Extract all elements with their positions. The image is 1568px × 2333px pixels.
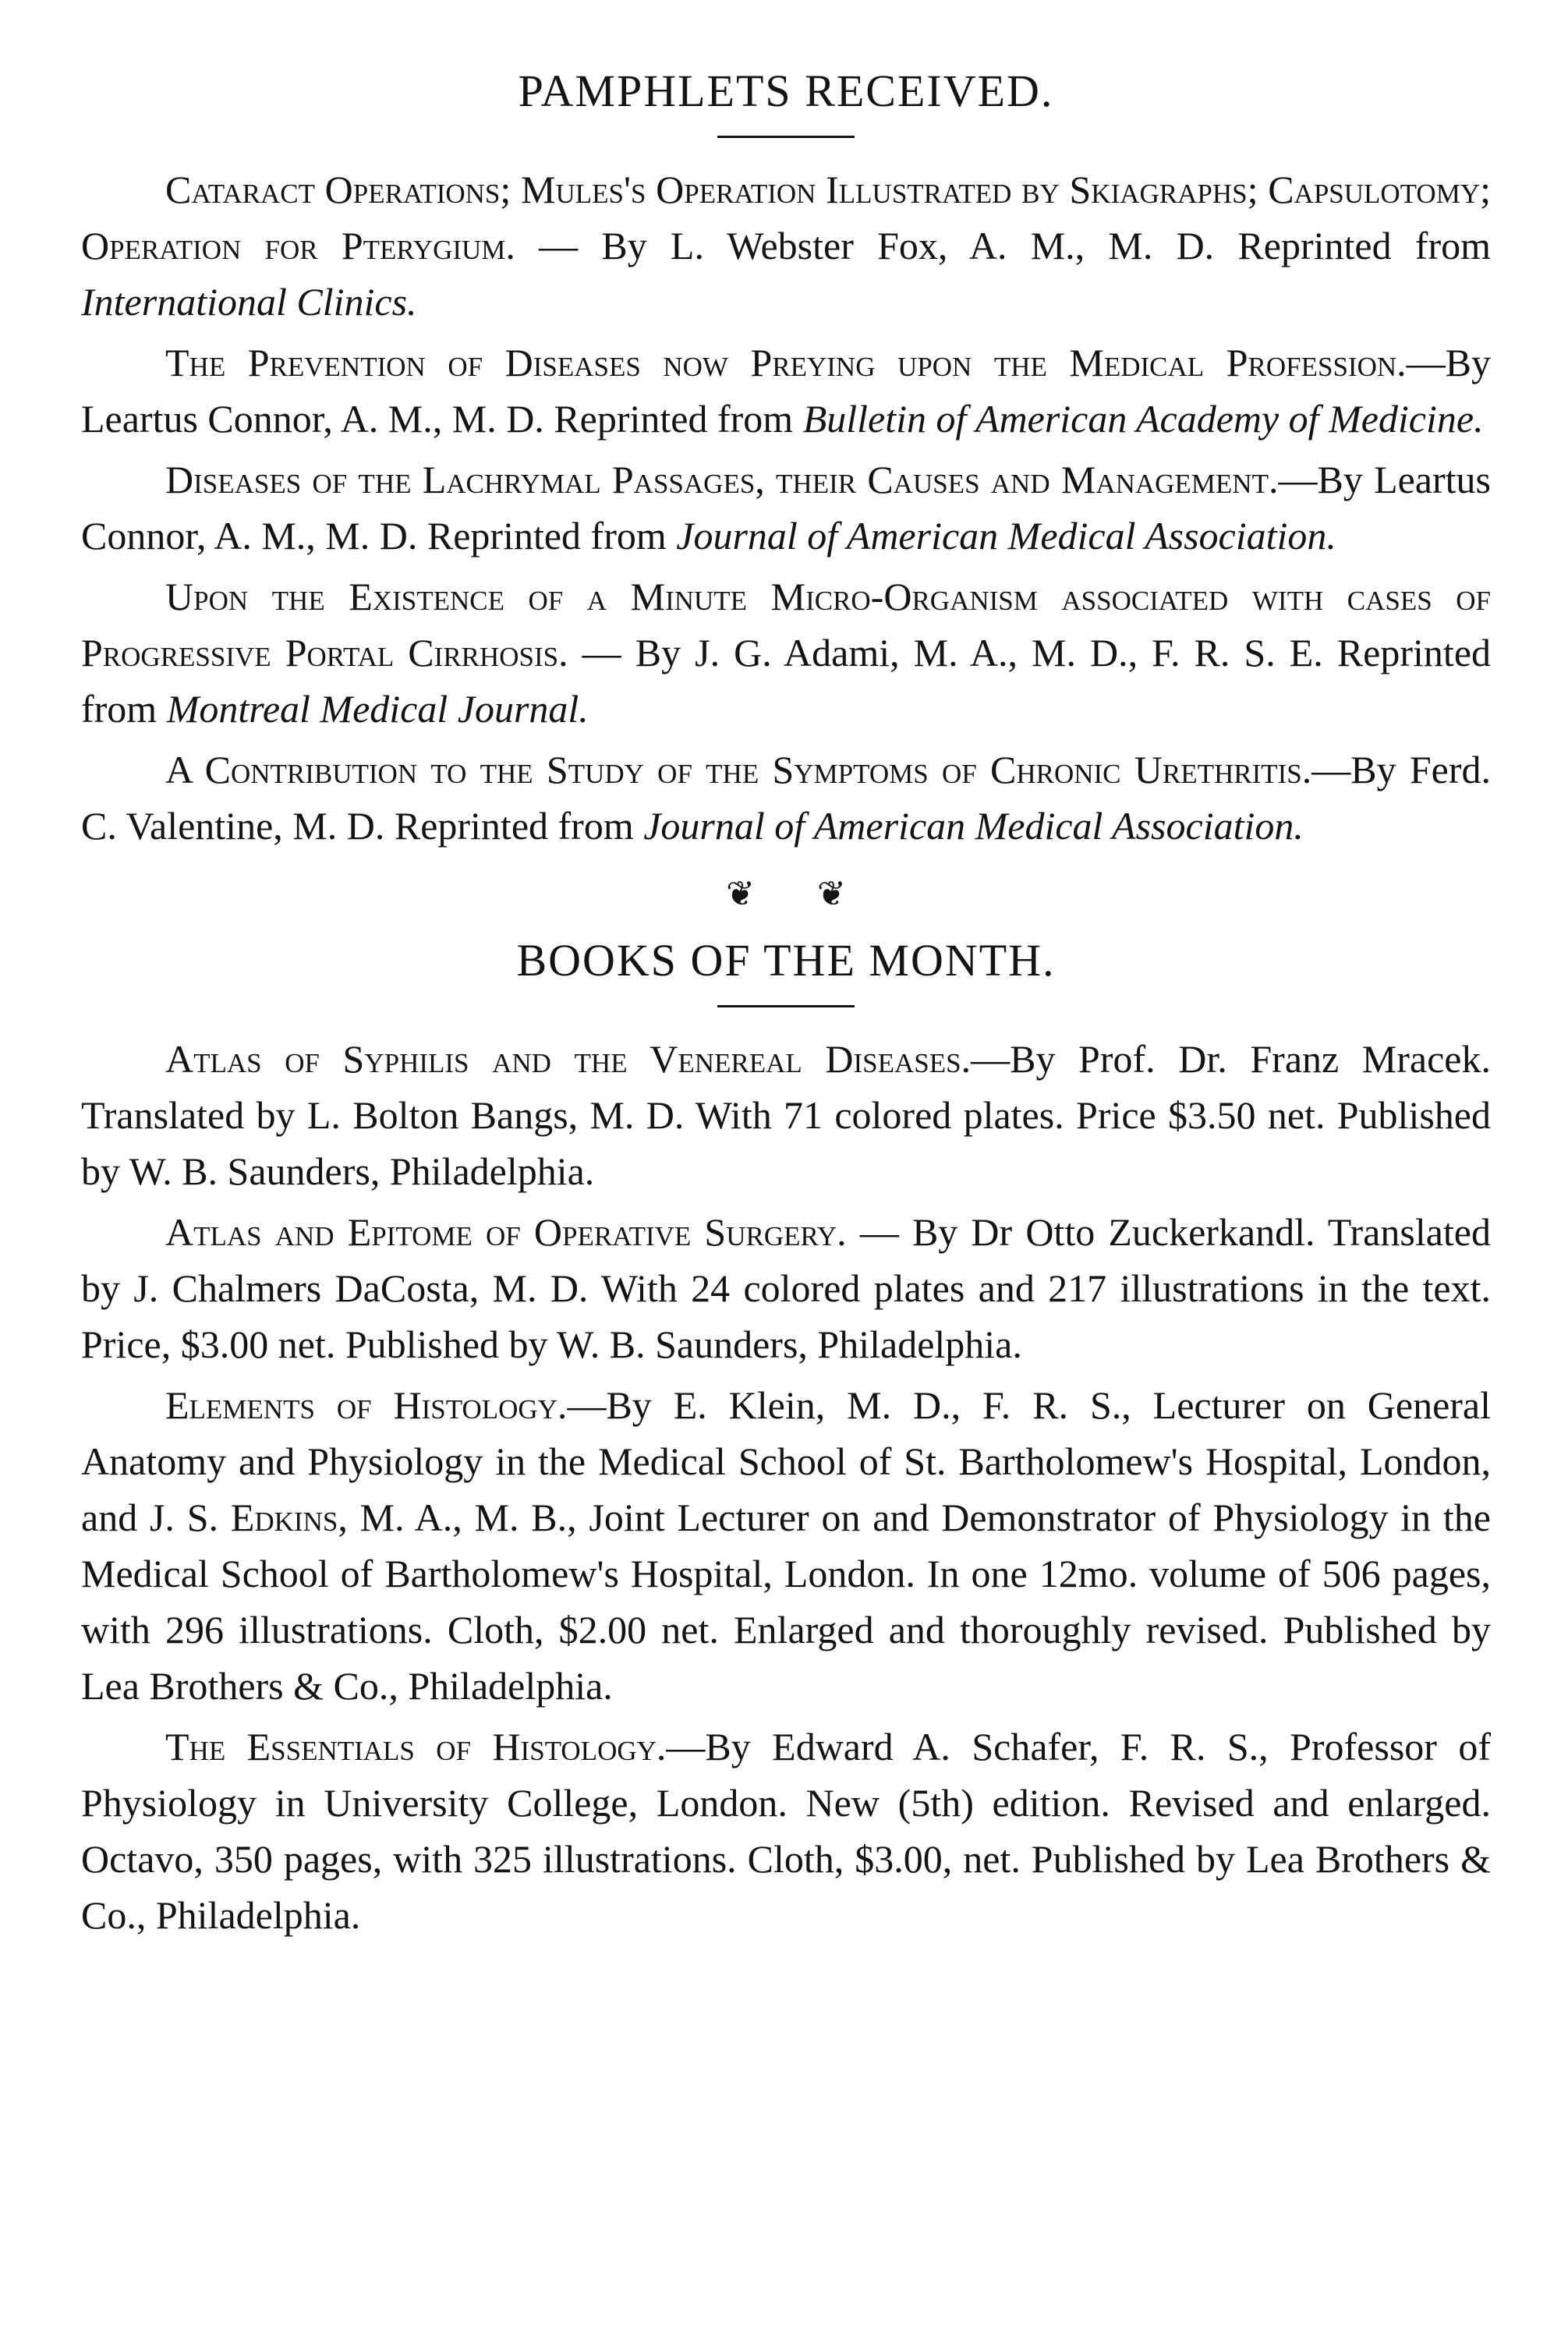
entry-source: Journal of American Medical Association. (676, 514, 1336, 558)
entry-title: The Essentials of Histology. (165, 1725, 667, 1768)
book-entry (81, 1204, 1491, 1372)
entry-separator: — (971, 1037, 1011, 1081)
entry-author: By L. Webster Fox, A. M., M. D. (601, 224, 1215, 267)
entry-separator: — (568, 631, 635, 674)
entry-author: By Leartus Connor, A. M., M. D. (81, 341, 1491, 441)
entry-source: International Clinics. (81, 280, 417, 324)
entry-author: By J. G. Adami, M. A., M. D., F. R. S. E. (635, 631, 1323, 674)
document-page (81, 65, 1492, 1948)
entry-title: Atlas and Epitome of Operative Surgery. (165, 1210, 847, 1254)
pamphlet-entry (81, 161, 1491, 330)
book-entry (81, 1377, 1491, 1714)
entry-body: By E. Klein, M. D., F. R. S., Lecturer on General Anatomy and Physiology in the Medical School of St. Bartholomew's Hospital, London, and J. S. (81, 1383, 1492, 1539)
entry-reprint-prefix: Reprinted from (384, 804, 644, 848)
entry-reprint-prefix: Reprinted from (81, 631, 1492, 731)
pamphlet-entry (81, 451, 1491, 564)
entry-title: Atlas of Syphilis and the Venereal Diseases. (165, 1037, 972, 1081)
entry-title: Cataract Operations; Mules's Operation Illustrated by Skiagraphs; Capsulotomy; Operation for Pterygium. (81, 168, 1491, 267)
heading-rule (717, 136, 855, 138)
section-ornament (81, 877, 1491, 912)
leaf-ornament-icon: ❦ (817, 875, 846, 913)
entry-author: By Ferd. C. Valentine, M. D. (81, 748, 1492, 848)
pamphlet-entry (81, 335, 1491, 447)
leaf-ornament-icon: ❦ (726, 875, 755, 913)
book-entry (81, 1719, 1491, 1943)
entry-separator: — (666, 1725, 706, 1768)
pamphlet-entry (81, 568, 1491, 737)
entry-reprint-prefix: Reprinted from (1214, 224, 1491, 267)
entry-body: By Dr Otto Zuckerkandl. Translated by J. Chalmers DaCosta, M. D. With 24 colored plates and 217 illustrations in the text. Price, $3.00 net. Published by W. B. Saunders, Philadelphia. (81, 1210, 1491, 1366)
entry-title: The Prevention of Diseases now Preying upon the Medical Profession. (165, 341, 1407, 384)
pamphlet-entry (81, 742, 1491, 854)
entry-body: , M. A., M. B., Joint Lecturer on and Demonstrator of Physiology in the Medical School of Bartholomew's Hospital, London. In one 12mo. volume of 506 pages, with 296 illustrations. Cloth, $2.00 net. Enlarged and thoroughly revised. Published by Lea Brothers & Co., Philadelphia. (81, 1496, 1491, 1708)
entry-body: By Prof. Dr. Franz Mracek. Translated by L. Bolton Bangs, M. D. With 71 colored plates. Price $3.50 net. Published by W. B. Saunders, Philadelphia. (81, 1037, 1491, 1193)
entry-reprint-prefix: Reprinted from (417, 514, 677, 558)
entry-source: Bulletin of American Academy of Medicine. (802, 397, 1484, 441)
entry-reprint-prefix: Reprinted from (543, 397, 803, 441)
entry-author: By Leartus Connor, A. M., M. D. (81, 458, 1491, 558)
entry-separator: — (515, 224, 602, 267)
entry-separator: — (1311, 748, 1351, 791)
heading-rule (717, 1005, 855, 1007)
entry-title: Upon the Existence of a Minute Micro-Organism associated with cases of Progressive Portal Cirrhosis. (81, 575, 1491, 674)
entry-separator: — (846, 1210, 912, 1254)
entry-separator: — (1278, 458, 1318, 501)
entry-title: A Contribution to the Study of the Symptoms of Chronic Urethritis. (165, 748, 1312, 791)
entry-body: By Edward A. Schafer, F. R. S., Professor of Physiology in University College, London. New (5th) edition. Revised and enlarged. Octavo, 350 pages, with 325 illustrations. Cloth, $3.00, net. Published by Lea Brothers & Co., Philadelphia. (81, 1725, 1491, 1937)
entry-title: Elements of Histology. (165, 1383, 568, 1427)
entry-separator: — (1406, 341, 1446, 384)
entry-source: Montreal Medical Journal. (166, 687, 589, 731)
entry-name: Edkins (230, 1496, 338, 1539)
pamphlets-heading: PAMPHLETS RECEIVED. (518, 65, 1054, 116)
entry-source: Journal of American Medical Association. (643, 804, 1304, 848)
entry-separator: — (567, 1383, 607, 1427)
books-heading: BOOKS OF THE MONTH. (516, 935, 1056, 986)
entry-title: Diseases of the Lachrymal Passages, their Causes and Management. (165, 458, 1279, 501)
book-entry (81, 1031, 1491, 1199)
